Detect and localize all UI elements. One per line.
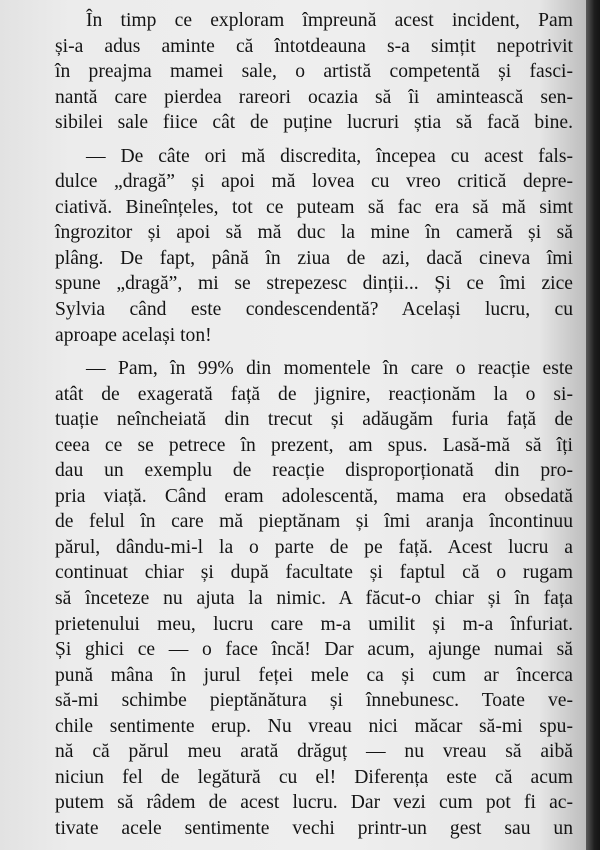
- paragraph-2: [55, 144, 573, 348]
- text-line: atât de exagerată față de jignire, reacționăm la o si-: [55, 383, 573, 405]
- text-line: să-mi schimbe pieptănătura și înnebunesc. Toate ve-: [55, 690, 573, 712]
- page-text: [55, 8, 573, 842]
- text-line: Sylvia când este condescendentă? Același lucru, cu: [55, 299, 573, 321]
- text-line: aproape același ton!: [55, 324, 212, 346]
- text-line: tuație neîncheiată din trecut și adăugăm furia față de: [55, 409, 573, 431]
- text-line: continuat chiar și după facultate și faptul că o rugam: [55, 562, 573, 584]
- text-line: sibilei sale fiice cât de puține lucruri știa să facă bine.: [55, 112, 573, 134]
- text-line: tivate acele sentimente vechi printr-un gest sau un: [55, 817, 573, 839]
- paragraph-spacer: [55, 348, 573, 356]
- text-line: să înceteze nu ajuta la nimic. A făcut-o chiar și în fața: [55, 588, 573, 610]
- text-line: nă că părul meu arată drăguț — nu vreau să aibă: [55, 741, 573, 763]
- text-line: îngrozitor și apoi să mă duc la mine în cameră și să: [55, 222, 573, 244]
- text-line: de felul în care mă pieptănam și îmi aranja încontinuu: [55, 511, 573, 533]
- text-line: niciun fel de legătură cu el! Diferența este că acum: [55, 766, 573, 788]
- text-line: dau un exemplu de reacție disproporționată din pro-: [55, 460, 573, 482]
- text-line: nantă care pierdea rareori ocazia să îi amintească sen-: [55, 86, 573, 108]
- text-line: În timp ce exploram împreună acest incident, Pam: [86, 10, 573, 31]
- text-line: pună mâna în jurul feței mele ca și cum ar încerca: [55, 664, 573, 686]
- text-line: chile sentimente erup. Nu vreau nici măcar să-mi spu-: [55, 715, 573, 737]
- text-line: în preajma mamei sale, o artistă competentă și fasci-: [55, 61, 573, 83]
- text-line: ciativă. Bineînțeles, tot ce puteam să fac era să mă simt: [55, 196, 573, 218]
- text-line: plâng. De fapt, până în ziua de azi, dacă cineva îmi: [55, 247, 573, 269]
- paragraph-3: [55, 356, 573, 841]
- page-edge-shadow: [586, 0, 600, 850]
- text-line: putem să râdem de acest lucru. Dar vezi cum pot fi ac-: [55, 792, 573, 814]
- text-line: părul, dându-mi-l la o parte de pe față. Acest lucru a: [55, 536, 573, 558]
- text-line: și-a adus aminte că întotdeauna s-a simțit nepotrivit: [55, 35, 573, 57]
- text-line: Și ghici ce — o face încă! Dar acum, ajunge numai să: [55, 639, 573, 661]
- text-line: pria viață. Când eram adolescentă, mama era obsedată: [55, 485, 573, 507]
- paragraph-1: [55, 8, 573, 136]
- text-line: ceea ce se petrece în prezent, am spus. Lasă-mă să îți: [55, 434, 573, 456]
- text-line: dulce „dragă” și apoi mă lovea cu vreo critică depre-: [55, 171, 573, 193]
- text-line: — De câte ori mă discredita, începea cu acest fals-: [86, 145, 573, 167]
- text-line: — Pam, în 99% din momentele în care o reacție este: [86, 358, 573, 380]
- text-line: prietenului meu, lucru care m-a umilit și m-a înfuriat.: [55, 613, 573, 635]
- paragraph-spacer: [55, 136, 573, 144]
- text-line: spune „dragă”, mi se strepezesc dinții... Și ce îmi zice: [55, 273, 573, 295]
